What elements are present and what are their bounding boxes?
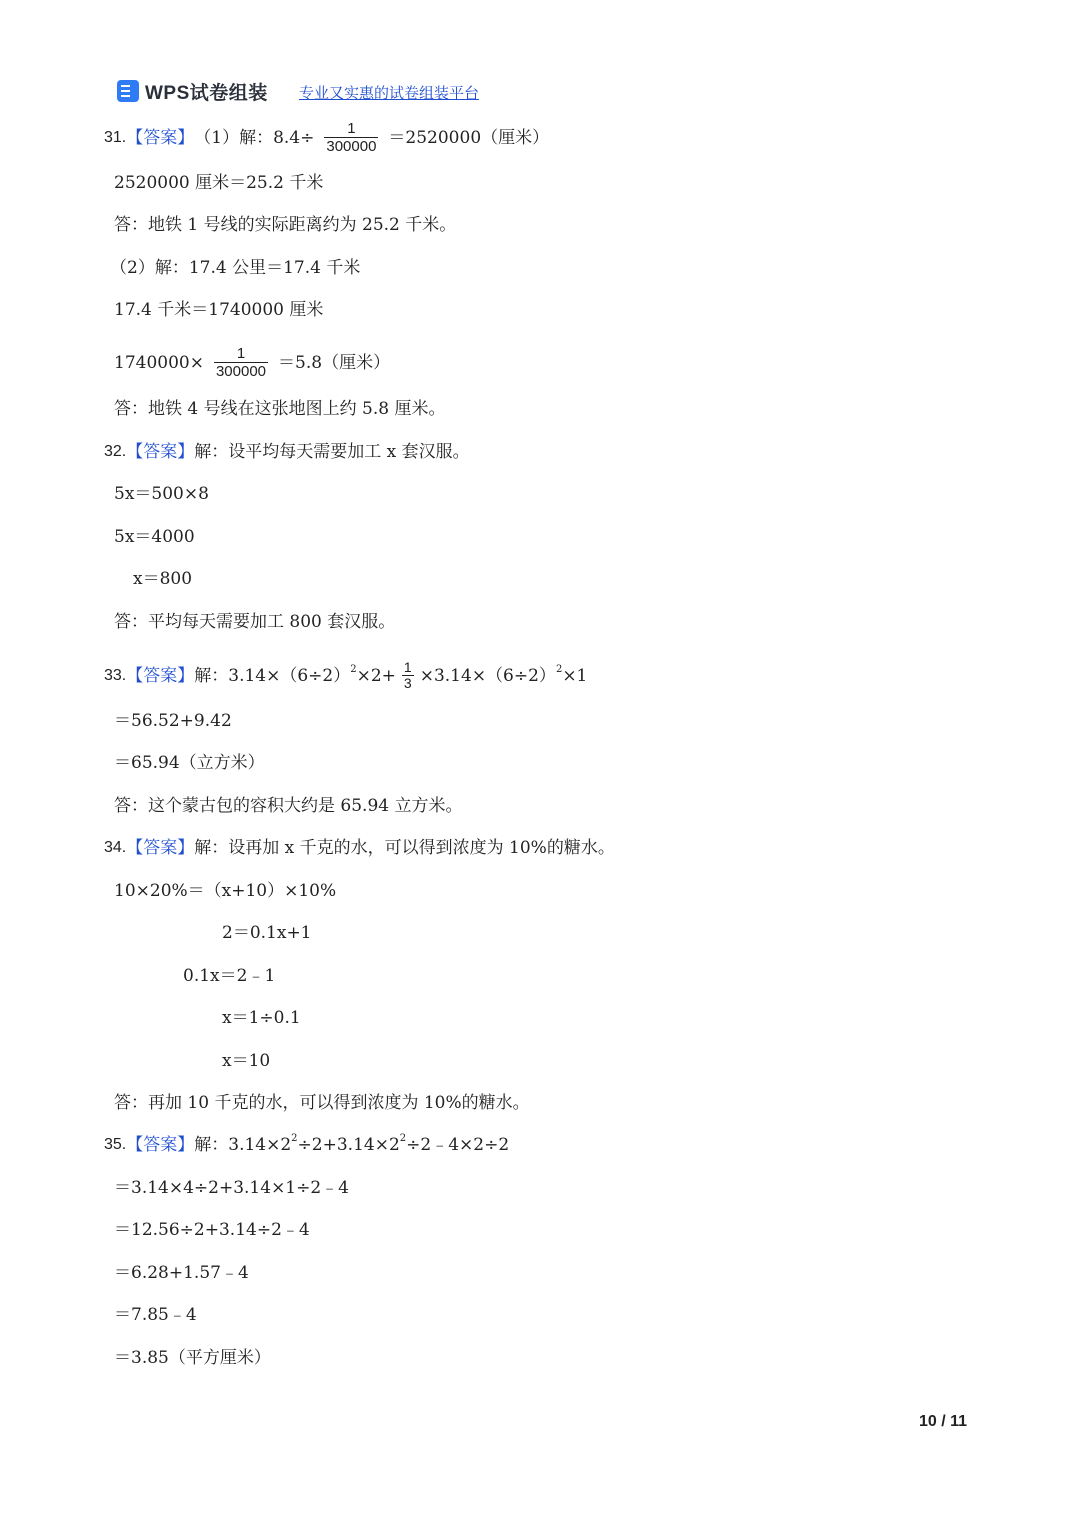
q34-line-1 (104, 837, 615, 859)
q35-text-c: ÷2﹣4×2÷2 (406, 1135, 510, 1155)
q35-line-6: ＝3.85（平方厘米） (114, 1348, 271, 1368)
q33-fraction (402, 660, 414, 691)
fraction-denominator: 3 (403, 675, 412, 691)
q31-fraction-1 (324, 120, 378, 155)
q31-line-6 (114, 345, 390, 380)
fraction-denominator: 300000 (326, 138, 377, 155)
q35-line-1: 35. 【答案】 解：3.14×2 $^2$ ÷2+3.14×2 $^2$ ÷2﹣4×2÷2 (104, 1133, 510, 1155)
q35-number: 35. (104, 1136, 127, 1153)
fraction-numerator: 1 (347, 120, 356, 137)
q31-line-2: 2520000 厘米＝25.2 千米 (114, 173, 324, 193)
q33-text-d: ×1 (562, 665, 588, 686)
q32-line-2: 5x＝500×8 (114, 484, 209, 504)
q32-text: 解：设平均每天需要加工 x 套汉服。 (194, 442, 470, 462)
q32-line-1 (104, 441, 470, 463)
q35-line-5: ＝7.85﹣4 (114, 1305, 197, 1325)
q31-result: ＝2520000（厘米） (388, 127, 550, 148)
q35-answer-tag: 【答案】 (126, 1135, 195, 1155)
q32-line-5: 答：平均每天需要加工 800 套汉服。 (114, 612, 396, 632)
q35-line-4: ＝6.28+1.57﹣4 (114, 1263, 249, 1283)
q31-text: （1）解：8.4÷ (194, 127, 315, 148)
q33-text-c: ×3.14×（6÷2） (419, 665, 556, 686)
q33-answer-tag: 【答案】 (126, 665, 195, 686)
slogan-link[interactable]: 专业又实惠的试卷组装平台 (299, 85, 480, 102)
q31-number: 31. (104, 128, 127, 146)
q34-number: 34. (104, 839, 127, 856)
q34-text: 解：设再加 x 千克的水，可以得到浓度为 10%的糖水。 (194, 838, 615, 858)
q32-number: 32. (104, 443, 127, 460)
q31-fraction-2 (214, 345, 268, 380)
q31-text-6b: ＝5.8（厘米） (278, 352, 391, 373)
header (117, 76, 268, 106)
q33-line-2: ＝56.52+9.42 (114, 711, 232, 731)
wps-logo-icon (117, 80, 139, 102)
q31-line-3: 答：地铁 1 号线的实际距离约为 25.2 千米。 (114, 215, 457, 235)
q31-line-5: 17.4 千米＝1740000 厘米 (114, 300, 324, 320)
q33-line-3: ＝65.94（立方米） (114, 753, 265, 773)
fraction-numerator: 1 (236, 345, 246, 362)
q34-line-3: 2＝0.1x+1 (222, 923, 312, 943)
q35-line-3: ＝12.56÷2+3.14÷2﹣4 (114, 1220, 310, 1240)
q31-line-4: （2）解：17.4 公里＝17.4 千米 (110, 258, 361, 278)
q31-answer-tag: 【答案】 (126, 127, 195, 148)
q33-text-b: ×2+ (356, 665, 396, 686)
fraction-numerator: 1 (403, 659, 412, 675)
q32-line-3: 5x＝4000 (114, 527, 195, 547)
q31-line-7: 答：地铁 4 号线在这张地图上约 5.8 厘米。 (114, 399, 446, 419)
q33-number: 33. (104, 666, 127, 684)
fraction-denominator: 300000 (215, 363, 267, 380)
q32-answer-tag: 【答案】 (126, 442, 195, 462)
q35-text-a: 解：3.14×2 (194, 1135, 292, 1155)
q33-text-a: 解：3.14×（6÷2） (194, 665, 351, 686)
brand-name: WPS试卷组装 (145, 82, 268, 104)
q35-text-b: ÷2+3.14×2 (297, 1135, 400, 1155)
page-number: 10 / 11 (919, 1413, 968, 1430)
q34-line-4: 0.1x＝2﹣1 (183, 966, 276, 986)
q33-line-1: 33. 【答案】 解：3.14×（6÷2） $^2$ ×2+ $\frac{1}{3}$ ×3.14×（6÷2） $^2$ ×1 (104, 659, 588, 691)
q34-line-2: 10×20%＝（x+10）×10% (114, 881, 337, 901)
q34-line-6: x＝10 (222, 1051, 271, 1071)
q31-line-1 (104, 120, 549, 155)
q34-answer-tag: 【答案】 (126, 838, 195, 858)
q33-line-4: 答：这个蒙古包的容积大约是 65.94 立方米。 (114, 796, 463, 816)
q32-line-4: x＝800 (133, 569, 193, 589)
q34-line-7: 答：再加 10 千克的水，可以得到浓度为 10%的糖水。 (114, 1093, 530, 1113)
q31-text-6a: 1740000× (114, 352, 204, 373)
q34-line-5: x＝1÷0.1 (222, 1008, 301, 1028)
q35-line-2: ＝3.14×4÷2+3.14×1÷2﹣4 (114, 1178, 350, 1198)
